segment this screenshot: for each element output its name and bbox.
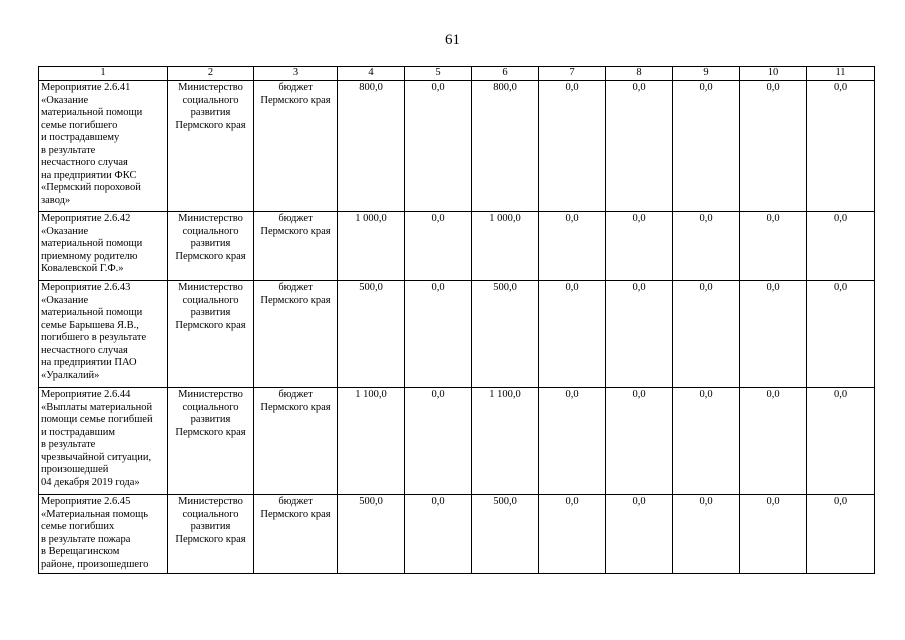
value-cell: 0,0 xyxy=(740,388,807,495)
table-row xyxy=(39,281,875,388)
column-header: 5 xyxy=(405,67,472,81)
value-cell: 0,0 xyxy=(740,281,807,388)
value-cell: 0,0 xyxy=(539,495,606,574)
value-cell: 1 000,0 xyxy=(338,212,405,281)
column-header: 3 xyxy=(254,67,338,81)
value-cell: 0,0 xyxy=(606,212,673,281)
value-cell: 0,0 xyxy=(673,81,740,212)
column-header: 7 xyxy=(539,67,606,81)
column-header: 2 xyxy=(168,67,254,81)
value-cell: 0,0 xyxy=(673,212,740,281)
value-cell: 0,0 xyxy=(673,388,740,495)
value-cell: 1 100,0 xyxy=(472,388,539,495)
value-cell: 500,0 xyxy=(472,281,539,388)
table-row xyxy=(39,388,875,495)
activity-name: Мероприятие 2.6.43 «Оказание материальной помощи семье Барышева Я.В., погибшего в результате несчастного случая на предприятии ПАО «Уралкалий» xyxy=(39,281,168,388)
value-cell: 500,0 xyxy=(472,495,539,574)
table-row xyxy=(39,495,875,574)
value-cell: 500,0 xyxy=(338,495,405,574)
value-cell: 0,0 xyxy=(740,495,807,574)
value-cell: 0,0 xyxy=(740,212,807,281)
value-cell: 800,0 xyxy=(338,81,405,212)
value-cell: 0,0 xyxy=(807,281,875,388)
funding-source-cell: бюджет Пермского края xyxy=(254,81,338,212)
activity-name: Мероприятие 2.6.41 «Оказание материальной помощи семье погибшего и пострадавшему в результате несчастного случая на предприятии ФКС «Пермский пороховой завод» xyxy=(39,81,168,212)
value-cell: 0,0 xyxy=(405,281,472,388)
value-cell: 1 000,0 xyxy=(472,212,539,281)
column-header: 10 xyxy=(740,67,807,81)
executor-cell: Министерство социального развития Пермского края xyxy=(168,81,254,212)
value-cell: 0,0 xyxy=(606,388,673,495)
value-cell: 0,0 xyxy=(673,495,740,574)
value-cell: 800,0 xyxy=(472,81,539,212)
column-header: 1 xyxy=(39,67,168,81)
value-cell: 0,0 xyxy=(405,495,472,574)
column-header: 11 xyxy=(807,67,875,81)
column-header: 6 xyxy=(472,67,539,81)
activity-name: Мероприятие 2.6.44 «Выплаты материальной помощи семье погибшей и пострадавшим в результате чрезвычайной ситуации, произошедшей 04 декабря 2019 года» xyxy=(39,388,168,495)
value-cell: 0,0 xyxy=(405,388,472,495)
value-cell: 0,0 xyxy=(606,281,673,388)
funding-source-cell: бюджет Пермского края xyxy=(254,388,338,495)
value-cell: 0,0 xyxy=(405,81,472,212)
value-cell: 500,0 xyxy=(338,281,405,388)
value-cell: 0,0 xyxy=(740,81,807,212)
column-header: 9 xyxy=(673,67,740,81)
value-cell: 0,0 xyxy=(606,81,673,212)
value-cell: 0,0 xyxy=(539,81,606,212)
executor-cell: Министерство социального развития Пермского края xyxy=(168,495,254,574)
value-cell: 0,0 xyxy=(539,388,606,495)
value-cell: 0,0 xyxy=(807,388,875,495)
executor-cell: Министерство социального развития Пермского края xyxy=(168,281,254,388)
page-number: 61 xyxy=(445,32,460,48)
funding-source-cell: бюджет Пермского края xyxy=(254,495,338,574)
funding-source-cell: бюджет Пермского края xyxy=(254,281,338,388)
value-cell: 1 100,0 xyxy=(338,388,405,495)
value-cell: 0,0 xyxy=(539,212,606,281)
header-row xyxy=(39,67,875,81)
column-header: 4 xyxy=(338,67,405,81)
value-cell: 0,0 xyxy=(673,281,740,388)
funding-source-cell: бюджет Пермского края xyxy=(254,212,338,281)
table-row xyxy=(39,212,875,281)
executor-cell: Министерство социального развития Пермского края xyxy=(168,212,254,281)
executor-cell: Министерство социального развития Пермского края xyxy=(168,388,254,495)
budget-table xyxy=(38,66,875,574)
value-cell: 0,0 xyxy=(405,212,472,281)
value-cell: 0,0 xyxy=(539,281,606,388)
value-cell: 0,0 xyxy=(807,212,875,281)
value-cell: 0,0 xyxy=(807,495,875,574)
table-row xyxy=(39,81,875,212)
activity-name: Мероприятие 2.6.45 «Материальная помощь семье погибших в результате пожара в Верещагинском районе, произошедшего xyxy=(39,495,168,574)
activity-name: Мероприятие 2.6.42 «Оказание материальной помощи приемному родителю Ковалевской Г.Ф.» xyxy=(39,212,168,281)
column-header: 8 xyxy=(606,67,673,81)
value-cell: 0,0 xyxy=(807,81,875,212)
value-cell: 0,0 xyxy=(606,495,673,574)
